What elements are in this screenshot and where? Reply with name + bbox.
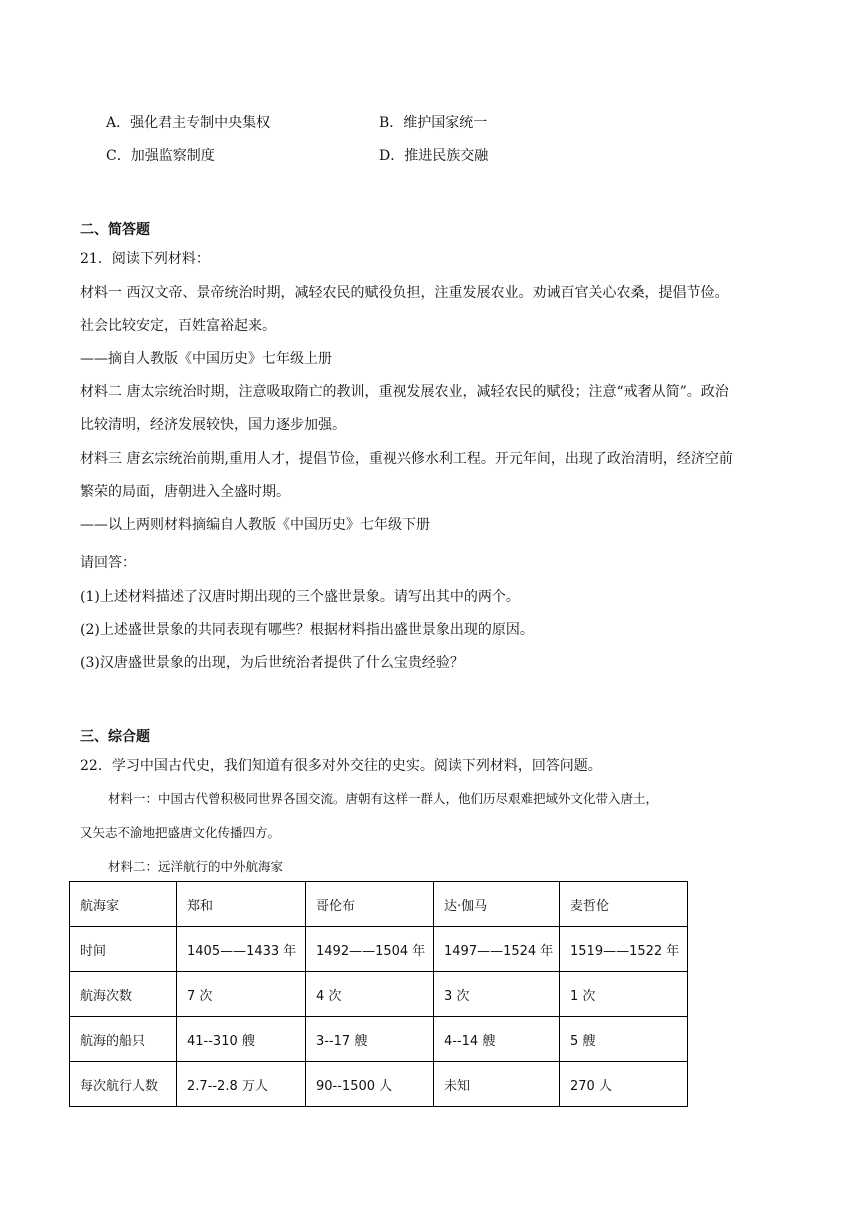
material-1-source: ——摘自人教版《中国历史》七年级上册 bbox=[80, 351, 332, 367]
table-row bbox=[70, 1062, 688, 1107]
table-cell: 7 次 bbox=[177, 972, 306, 1017]
table-cell: 3 次 bbox=[434, 972, 560, 1017]
table-cell: 未知 bbox=[434, 1062, 560, 1107]
table-cell: 麦哲伦 bbox=[560, 882, 688, 927]
material-2-line-1: 材料二 唐太宗统治时期，注意吸取隋亡的教训，重视发展农业，减轻农民的赋役；注意“戒奢从简”。政治 bbox=[80, 384, 729, 400]
table-cell: 90--1500 人 bbox=[306, 1062, 434, 1107]
table-cell: 航海次数 bbox=[70, 972, 177, 1017]
table-cell: 1519——1522 年 bbox=[560, 927, 688, 972]
sub-question-1: (1)上述材料描述了汉唐时期出现的三个盛世景象。请写出其中的两个。 bbox=[80, 589, 520, 605]
q22-material-1-line-1: 材料一：中国古代曾积极同世界各国交流。唐朝有这样一群人，他们历尽艰难把域外文化带入唐土， bbox=[108, 791, 659, 806]
table-cell: 1492——1504 年 bbox=[306, 927, 434, 972]
table-cell: 航海家 bbox=[70, 882, 177, 927]
option-a: A．强化君主专制中央集权 bbox=[106, 115, 271, 131]
sub-question-3: (3)汉唐盛世景象的出现，为后世统治者提供了什么宝贵经验？ bbox=[80, 655, 464, 671]
table-cell: 达·伽马 bbox=[434, 882, 560, 927]
table-cell: 1 次 bbox=[560, 972, 688, 1017]
section-title-comprehensive: 三、综合题 bbox=[80, 729, 150, 745]
option-c: C．加强监察制度 bbox=[106, 148, 215, 164]
table-cell: 270 人 bbox=[560, 1062, 688, 1107]
q22-material-2-caption: 材料二：远洋航行的中外航海家 bbox=[108, 859, 284, 874]
table-cell: 1405——1433 年 bbox=[177, 927, 306, 972]
table-cell: 哥伦布 bbox=[306, 882, 434, 927]
q22-material-1-line-2: 又矢志不渝地把盛唐文化传播四方。 bbox=[80, 825, 281, 840]
table-cell: 1497——1524 年 bbox=[434, 927, 560, 972]
table-cell: 航海的船只 bbox=[70, 1017, 177, 1062]
question-21-stem: 21．阅读下列材料： bbox=[80, 251, 210, 267]
sub-question-2: (2)上述盛世景象的共同表现有哪些？根据材料指出盛世景象出现的原因。 bbox=[80, 622, 534, 638]
table-cell: 郑和 bbox=[177, 882, 306, 927]
table-row bbox=[70, 1017, 688, 1062]
material-1-line-1: 材料一 西汉文帝、景帝统治时期，减轻农民的赋役负担，注重发展农业。劝诫百官关心农桑，提倡节俭。 bbox=[80, 285, 729, 301]
table-cell: 41--310 艘 bbox=[177, 1017, 306, 1062]
table-row bbox=[70, 882, 688, 927]
material-1-line-2: 社会比较安定，百姓富裕起来。 bbox=[80, 318, 276, 334]
table-cell: 3--17 艘 bbox=[306, 1017, 434, 1062]
table-cell: 每次航行人数 bbox=[70, 1062, 177, 1107]
option-d: D．推进民族交融 bbox=[379, 148, 489, 164]
table-cell: 2.7--2.8 万人 bbox=[177, 1062, 306, 1107]
navigator-table bbox=[69, 881, 688, 1107]
table-cell: 5 艘 bbox=[560, 1017, 688, 1062]
table-cell: 4--14 艘 bbox=[434, 1017, 560, 1062]
option-b: B．维护国家统一 bbox=[379, 115, 488, 131]
table-row bbox=[70, 972, 688, 1017]
answer-prompt: 请回答： bbox=[80, 555, 136, 571]
question-22-stem: 22．学习中国古代史，我们知道有很多对外交往的史实。阅读下列材料，回答问题。 bbox=[80, 758, 602, 774]
material-2-3-source: ——以上两则材料摘编自人教版《中国历史》七年级下册 bbox=[80, 517, 430, 533]
material-2-line-2: 比较清明，经济发展较快，国力逐步加强。 bbox=[80, 417, 346, 433]
material-3-line-1: 材料三 唐玄宗统治前期,重用人才，提倡节俭，重视兴修水利工程。开元年间，出现了政治清明，经济空前 bbox=[80, 451, 733, 467]
table-cell: 时间 bbox=[70, 927, 177, 972]
table-cell: 4 次 bbox=[306, 972, 434, 1017]
section-title-short-answer: 二、简答题 bbox=[80, 222, 150, 238]
table-row bbox=[70, 927, 688, 972]
material-3-line-2: 繁荣的局面，唐朝进入全盛时期。 bbox=[80, 484, 290, 500]
